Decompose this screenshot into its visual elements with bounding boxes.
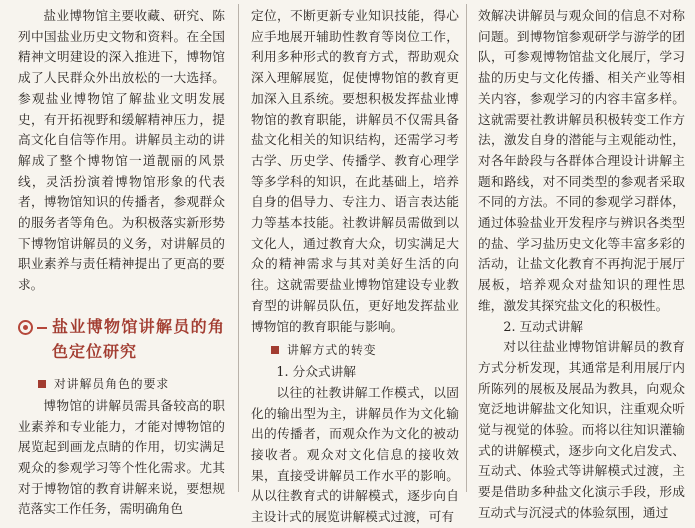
paragraph: 博物馆的讲解员需具备较高的职业素养和专业能力，才能对博物馆的展览起到画龙点睛的作用，切实满足观众的参观学习等个性化需求。尤其对于博物馆的教育讲解来说，要想规范落实工作任务，需明确角色 (18, 397, 225, 517)
section-circle-icon (18, 320, 33, 335)
square-bullet-icon (271, 346, 279, 354)
column-divider (466, 4, 467, 492)
square-bullet-icon (38, 380, 46, 388)
subsection-title: 讲解方式的转变 (287, 343, 377, 358)
column-divider (238, 4, 239, 492)
numbered-heading: 2. 互动式讲解 (503, 318, 583, 334)
subsection-heading (271, 340, 459, 360)
paragraph: 定位，不断更新专业知识技能，得心应手地展开辅助性教育等岗位工作，利用多种形式的教育方式，帮助观众深入理解展览，促使博物馆的教育更加深入且系统。要想积极发挥盐业博物馆的教育职能，讲解员不仅需具备盐文化相关的知识结构，还需学习考古学、历史学、传播学、教育心理学等多学科的知识，在此基础上，培养自身的倡导力、专注力、语言表达能力等基本技能。社教讲解员需做到以文化人，通过教育大众，切实满足大众的精神需求与其对美好生活的向往。这就需要盐业博物馆建设专业教育型的讲解员队伍，更好地发挥盐业博物馆的教育职能与影响。 (251, 8, 459, 334)
section-title: 盐业博物馆讲解员的角色定位研究 (52, 316, 225, 361)
section-dash-icon (37, 327, 47, 329)
paragraph: 效解决讲解员与观众间的信息不对称问题。到博物馆参观研学与游学的团队，可参观博物馆盐文化展厅，学习盐的历史与文化传播、相关产业等相关内容，参观学习的内容丰富多样。这就需要社教讲解员积极转变工作方法，激发自身的潜能与主观能动性，对各年龄段与各群体合理设计讲解主题和路线，对不同类型的参观者采取不同的方法。不同的参观学习群体，通过体验盐业开发程序与辨识各类型的盐、学习盐历史文化等丰富多彩的活动，让盐文化教育不再拘泥于展厅展板，培养观众对盐知识的理性思维，激发其探究盐文化的积极性。 (478, 8, 685, 313)
section-heading (18, 314, 225, 364)
paragraph: 对以往盐业博物馆讲解员的教育方式分析发现，其通常是利用展厅内所陈列的展板及展品为教具，向观众宽泛地讲解盐文化知识，注重观众听觉与视觉的体验。而将以往知识灌输式的讲解模式，逐步向文化启发式、互动式、体验式等讲解模式过渡，主要是借助多种盐文化演示手段，形成互动式与沉浸式的体验氛围，通过 (478, 339, 685, 520)
paragraph: 盐业博物馆主要收藏、研究、陈列中国盐业历史文物和资料。在全国精神文明建设的深入推进下，博物馆成了人民群众外出放松的一大选择。参观盐业博物馆了解盐业文明发展史，有开拓视野和缓解精神压力，提高文化自信等作用。讲解员主动的讲解成了整个博物馆一道靓丽的风景线，灵活扮演着博物馆形象的代表者，博物馆知识的传播者，参观群众的服务者等角色。为积极落实新形势下博物馆讲解员的义务，对讲解员的职业素养与责任精神提出了更高的要求。 (18, 8, 225, 293)
subsection-heading (38, 374, 225, 394)
numbered-heading: 1. 分众式讲解 (276, 364, 356, 380)
paragraph: 以往的社教讲解工作模式，以固化的输出型为主，讲解员作为文化输出的传播者，而观众作为文化的被动接收者。观众对文化信息的接收效果，直接受讲解员工作水平的影响。从以往教育式的讲解模式，逐步向自主设计式的展览讲解模式过渡，可有 (251, 384, 459, 525)
column-3 (478, 6, 685, 524)
column-1 (18, 6, 225, 520)
column-2 (251, 6, 459, 528)
subsection-title: 对讲解员角色的要求 (54, 376, 170, 391)
